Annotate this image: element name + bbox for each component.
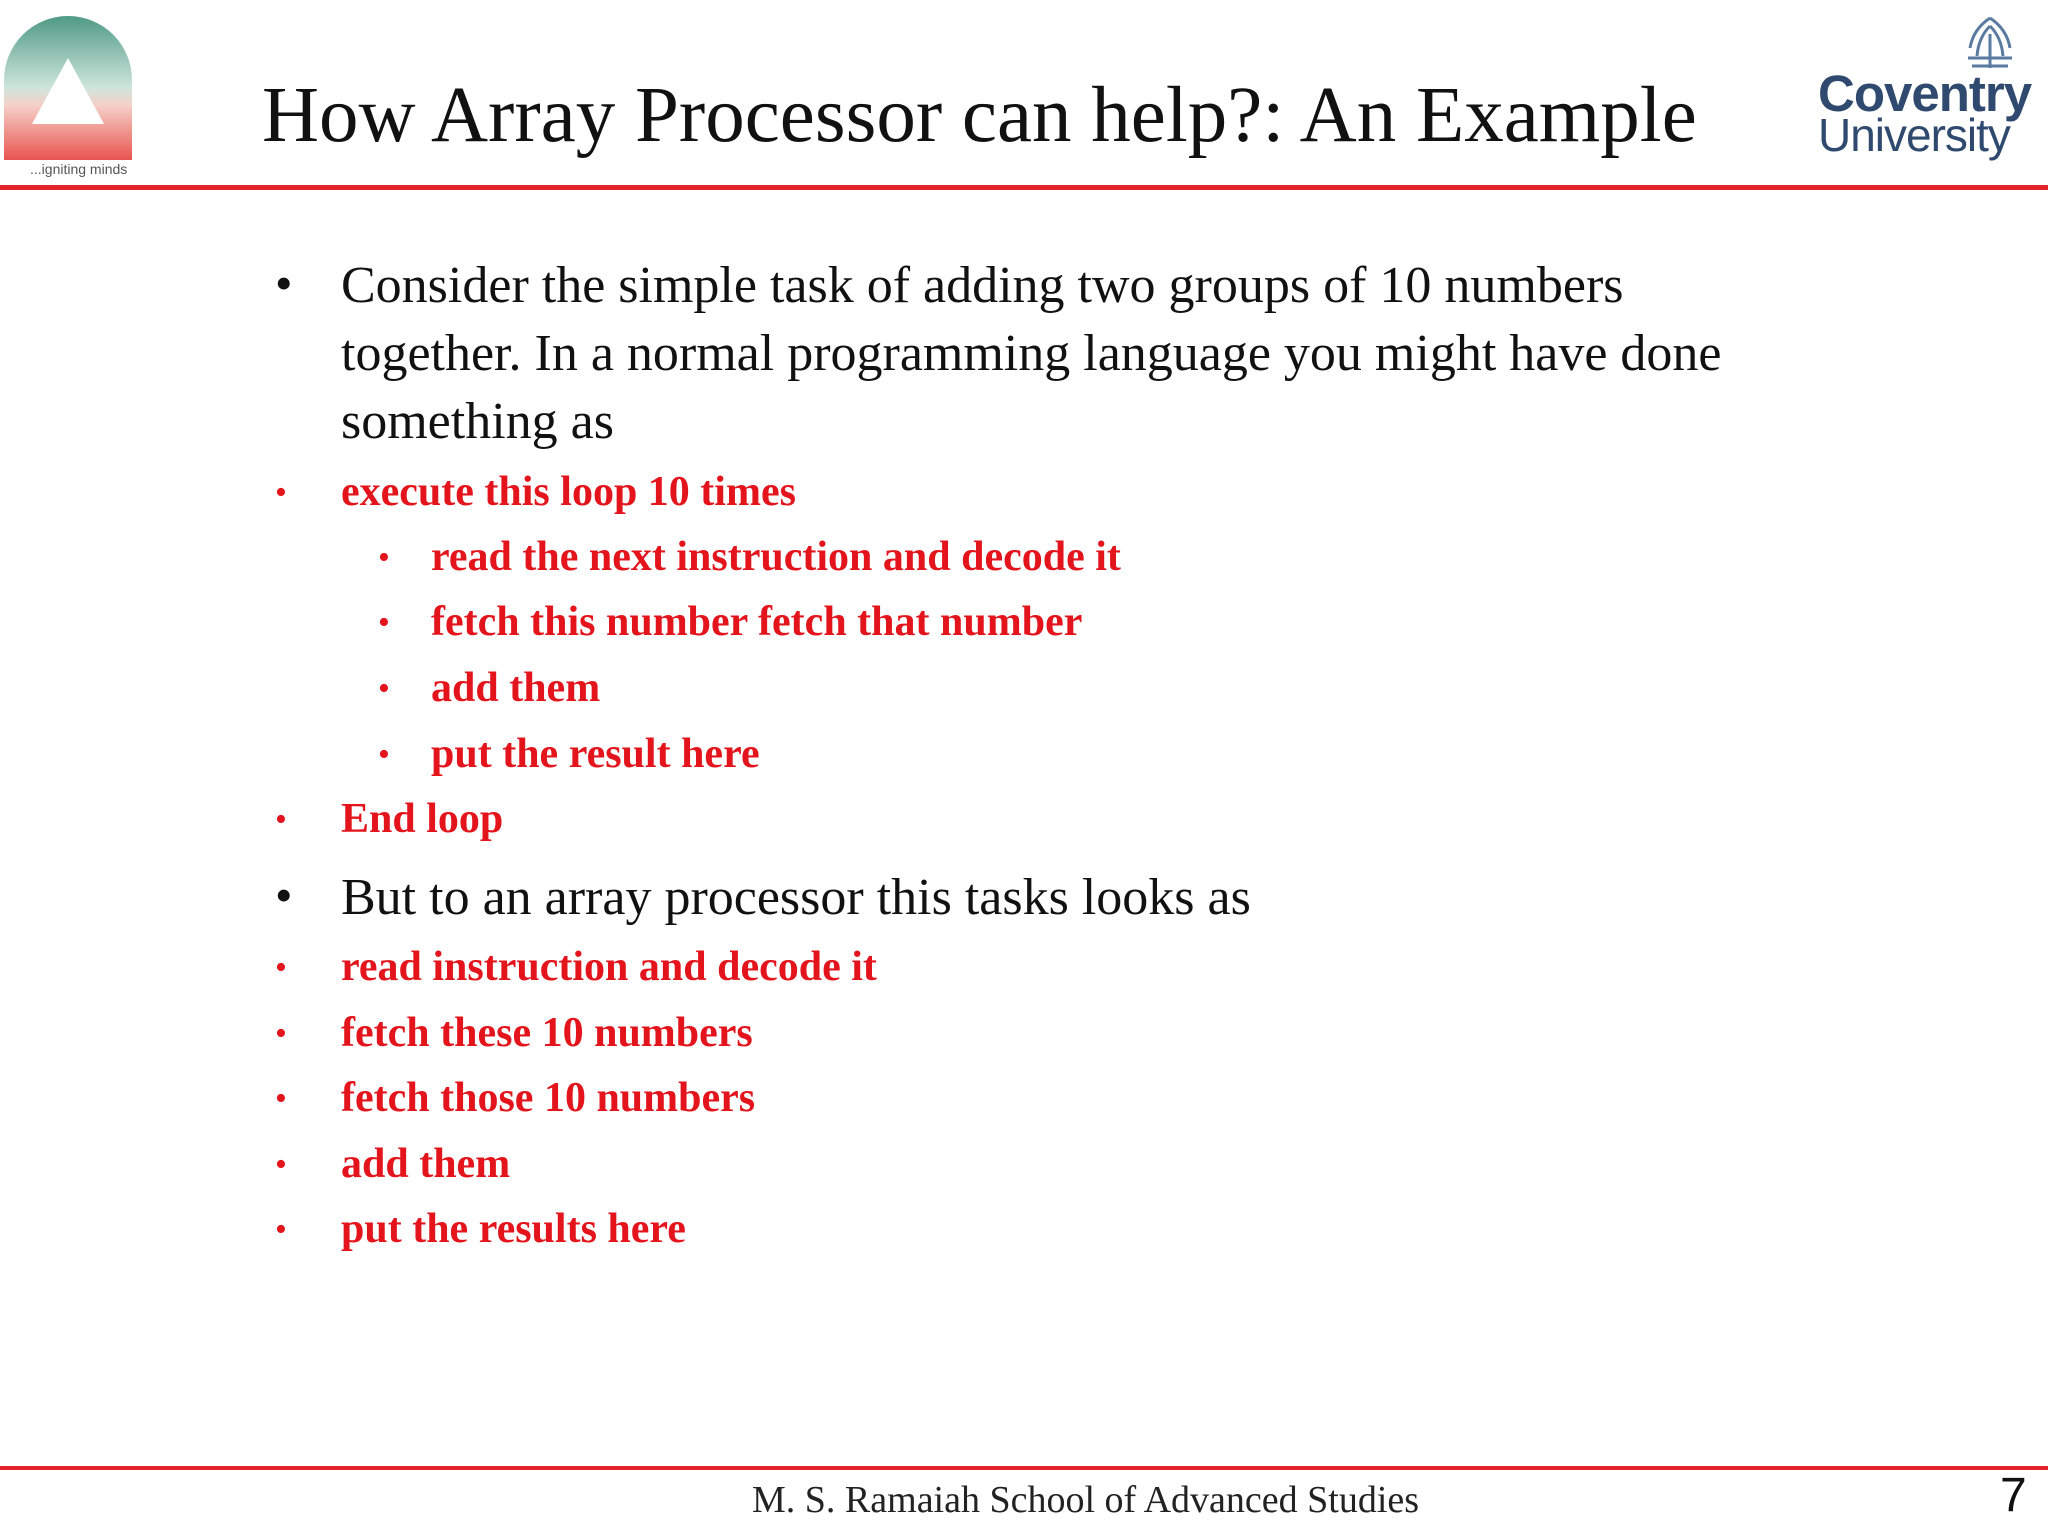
loop-step-text: fetch this number fetch that number [431,599,1083,645]
bullet-icon: • [275,474,287,511]
array-step-text: fetch these 10 numbers [341,1010,753,1056]
array-step-text: put the results here [341,1206,686,1252]
intro-line-3: something as [341,393,614,450]
logo-tagline: ...igniting minds [30,161,128,177]
bullet-icon: • [378,604,390,641]
logo-word-university: University [1818,109,2010,161]
slide-title: How Array Processor can help?: An Example [262,72,1697,159]
loop-step-text: add them [431,665,601,711]
array-step-text: read instruction and decode it [341,944,877,990]
bullet-icon: • [378,670,390,707]
bullet-icon: • [275,255,293,311]
bullet-icon: • [275,801,287,838]
bullet-icon: • [275,867,293,923]
loop-step-text: read the next instruction and decode it [431,534,1121,580]
bullet-icon: • [378,736,390,773]
intro-line-2: together. In a normal programming language you might have done [341,325,1722,382]
bullet-icon: • [275,1080,287,1117]
array-step-text: fetch those 10 numbers [341,1075,756,1121]
loop-end-text: End loop [341,796,504,842]
array-step-text: add them [341,1141,511,1187]
array-intro-text: But to an array processor this tasks looks as [341,869,1251,926]
loop-start-text: execute this loop 10 times [341,469,796,515]
logo-word-coventry: Coventry [1818,65,2032,122]
bullet-icon: • [275,1211,287,1248]
intro-line-1: Consider the simple task of adding two groups of 10 numbers [341,257,1624,314]
footer-divider [0,1466,2048,1470]
page-number: 7 [2000,1469,2027,1522]
loop-step-text: put the result here [431,731,760,777]
bullet-icon: • [275,1146,287,1183]
bullet-icon: • [275,949,287,986]
bullet-icon: • [378,539,390,576]
bullet-icon: • [275,1015,287,1052]
footer-institution: M. S. Ramaiah School of Advanced Studies [752,1479,1420,1521]
